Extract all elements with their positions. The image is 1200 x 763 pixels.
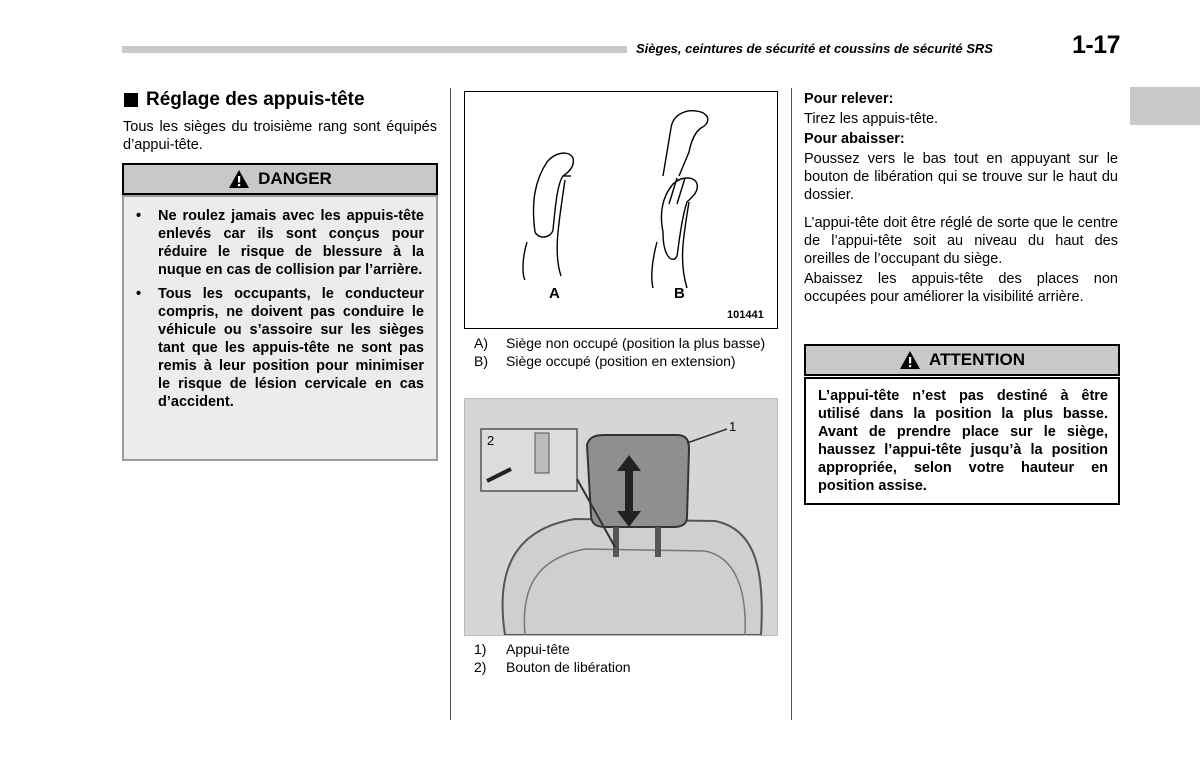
danger-item: • Ne roulez jamais avec les appuis-tête enlevés car ils sont conçus pour réduire le risque de blessure à la nuque en cas de collision par l’arrière.	[124, 207, 424, 279]
caption-row: B) Siège occupé (position en extension)	[474, 353, 736, 369]
headrest-photo-figure	[464, 398, 778, 636]
attention-header: ATTENTION	[804, 344, 1120, 376]
chapter-thumb-tab	[1130, 87, 1200, 125]
figure-code: 101441	[727, 309, 764, 321]
visibility-paragraph: Abaissez les appuis-tête des places non occupées pour améliorer la visibilité arrière.	[804, 271, 1118, 305]
caption-row: A) Siège non occupé (position la plus basse)	[474, 335, 766, 351]
danger-header: DANGER	[122, 163, 438, 195]
headrest-line-drawing	[465, 92, 777, 328]
headrest-positions-figure	[464, 91, 778, 329]
lower-text: Poussez vers le bas tout en appuyant sur le bouton de libération qui se trouve sur le haut du dossier.	[804, 151, 1118, 203]
figure-label-a: A	[549, 285, 560, 302]
header-rule	[122, 46, 627, 53]
raise-title: Pour relever:	[804, 91, 894, 107]
instructions-block	[804, 90, 1118, 306]
warning-triangle-icon	[228, 169, 250, 189]
caption-row: 2) Bouton de libération	[474, 659, 631, 675]
running-header-title: Sièges, ceintures de sécurité et coussins de sécurité SRS	[636, 41, 993, 56]
callout-2: 2	[487, 433, 495, 448]
intro-paragraph: Tous les sièges du troisième rang sont équipés d’appui-tête.	[123, 119, 437, 153]
figure2-captions	[474, 641, 777, 675]
column-divider-right	[791, 88, 792, 720]
caption-row: 1) Appui-tête	[474, 641, 570, 657]
attention-box	[804, 377, 1120, 505]
callout-1: 1	[729, 419, 737, 434]
figure-label-b: B	[674, 285, 685, 302]
danger-list	[124, 197, 436, 411]
page-number: 1-17	[1072, 31, 1121, 59]
position-paragraph: L’appui-tête doit être réglé de sorte que le centre de l’appui-tête soit au niveau du haut des oreilles de l’occupant du siège.	[804, 215, 1118, 267]
figure1-captions	[474, 335, 777, 369]
attention-text: L’appui-tête n’est pas destiné à être utilisé dans la position la plus basse. Avant de prendre place sur le siège, haussez l’appui-tête jusqu’à la position appropriée, selon votre hauteur en position assise.	[818, 388, 1108, 494]
heading-square-icon	[124, 93, 138, 107]
danger-box	[122, 195, 438, 461]
danger-item: • Tous les occupants, le conducteur compris, ne doivent pas conduire le véhicule ou s’assoire sur les sièges tant que les appuis-tête ne sont pas remis à leur position pour minimiser le risque de lésion cervicale en cas d’accident.	[124, 285, 424, 411]
column-divider-left	[450, 88, 451, 720]
raise-text: Tirez les appuis-tête.	[804, 111, 939, 127]
lower-title: Pour abaisser:	[804, 131, 905, 147]
headrest-photo	[465, 399, 777, 635]
section-heading: Réglage des appuis-tête	[124, 89, 365, 111]
warning-triangle-icon	[899, 350, 921, 370]
